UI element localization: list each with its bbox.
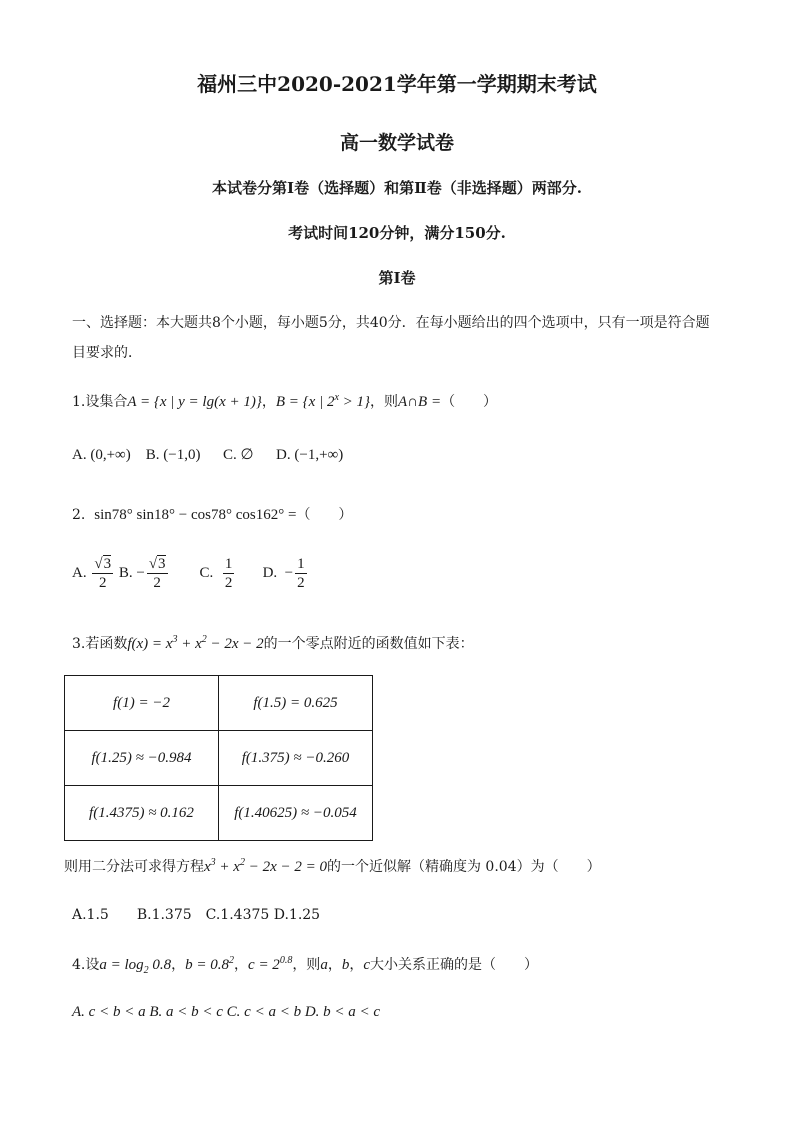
q3-func-mid: + x	[177, 636, 202, 652]
q1-set-b-exp: x	[334, 392, 339, 403]
q1-options	[72, 445, 343, 464]
q2-b-denominator: 2	[153, 575, 161, 591]
table-cell: f(1.40625) ≈ −0.054	[219, 786, 373, 841]
volume-heading: 第Ⅰ卷	[378, 269, 416, 287]
q4-sep-4: ，	[349, 957, 364, 973]
q4-sep-3: ，	[327, 957, 342, 973]
q2-b-radicand: 3	[158, 556, 166, 572]
q4-b-def	[185, 957, 234, 973]
q4-var-c: c	[363, 957, 370, 973]
q4-option-c: C. c < a < b	[226, 1004, 302, 1020]
q3-func-post: − 2x − 2	[206, 636, 264, 652]
q2-options	[72, 555, 309, 592]
q2-option-d-sign: −	[284, 564, 294, 581]
q2-a-sqrt-sign: √	[94, 556, 103, 572]
q4-option-a: A. c < b < a	[72, 1004, 146, 1020]
q1-paren: （ ）	[441, 394, 498, 410]
q4-option-b: B. a < b < c	[149, 1004, 223, 1020]
q3-equation	[204, 859, 327, 875]
q4-option-d: D. b < a < c	[304, 1004, 381, 1020]
exam-note-time: 考试时间120分钟，满分150分.	[288, 224, 506, 242]
q3-func-pre: f(x) = x	[127, 636, 173, 652]
q4-c-pre: c = 2	[248, 957, 280, 973]
exam-title: 福州三中2020-2021学年第一学期期末考试	[197, 72, 597, 96]
q2-option-b-label: B.	[118, 564, 133, 581]
q1-option-b: B. (−1,0)	[145, 447, 201, 463]
q3-eq-exp2: 2	[239, 857, 245, 868]
q3-follow-post: 的一个近似解（精确度为 0.04）为（ ）	[326, 859, 601, 875]
q3-func-exp2: 2	[201, 634, 207, 645]
question-1	[72, 391, 497, 411]
q4-var-a: a	[320, 957, 328, 973]
question-2	[72, 504, 352, 524]
q3-options: A.1.5 B.1.375 C.1.4375 D.1.25	[72, 907, 321, 923]
q2-d-denominator: 2	[297, 575, 305, 591]
q1-option-d: D. (−1,+∞)	[276, 447, 344, 463]
q1-set-a: A = {x | y = lg(x + 1)}	[127, 394, 262, 410]
q1-sep: ，	[261, 394, 276, 410]
q3-eq-exp3: 3	[210, 857, 216, 868]
q2-paren: （ ）	[296, 507, 353, 523]
q2-option-c-fraction	[223, 555, 235, 592]
q3-func-exp3: 3	[172, 634, 178, 645]
q3-desc: 的一个零点附近的函数值如下表：	[263, 636, 474, 652]
q4-tail-1: ，则	[292, 957, 321, 973]
q3-eq-pre: x	[204, 859, 211, 875]
q1-tail: ，则	[370, 394, 399, 410]
table-cell: f(1.5) = 0.625	[219, 676, 373, 731]
q4-a-pre: a = log	[99, 957, 144, 973]
exam-subtitle: 高一数学试卷	[339, 132, 454, 154]
q2-option-d-label: D.	[262, 564, 278, 581]
q4-tail-2: 大小关系正确的是（ ）	[369, 957, 538, 973]
q4-var-b: b	[341, 957, 350, 973]
q1-option-a: A. (0,+∞)	[72, 447, 131, 463]
q1-set-b	[276, 394, 370, 410]
q4-c-def	[248, 957, 292, 973]
q2-lead: 2.	[72, 507, 86, 523]
table-row	[65, 731, 373, 786]
q3-follow-pre: 则用二分法可求得方程	[64, 859, 204, 875]
section-instructions-line2: 目要求的．	[72, 345, 142, 361]
function-value-table	[64, 675, 373, 841]
q2-c-denominator: 2	[224, 575, 233, 591]
q4-sep-2: ，	[234, 957, 249, 973]
q2-option-b-sign: −	[136, 564, 145, 581]
table-cell: f(1.375) ≈ −0.260	[219, 731, 373, 786]
q3-follow-up	[64, 856, 601, 876]
q2-option-c-label: C.	[199, 564, 214, 581]
question-3	[72, 633, 474, 653]
table-cell: f(1) = −2	[65, 676, 219, 731]
q4-c-exp: 0.8	[279, 955, 293, 966]
q1-lead: 1.设集合	[72, 394, 128, 410]
section-instructions-line1: 一、选择题：本大题共8个小题，每小题5分，共40分．在每小题给出的四个选项中，只有一项是符合题	[72, 315, 710, 331]
question-4	[72, 954, 538, 974]
q2-option-a-label: A.	[72, 564, 87, 581]
table-row	[65, 786, 373, 841]
q4-a-base: 2	[143, 965, 149, 976]
q2-c-numerator: 1	[224, 556, 233, 572]
q2-expr: sin78° sin18° − cos78° cos162° =	[94, 507, 297, 523]
exam-note-parts: 本试卷分第Ⅰ卷（选择题）和第Ⅱ卷（非选择题）两部分.	[212, 179, 582, 197]
q2-d-numerator: 1	[297, 556, 305, 572]
table-cell: f(1.25) ≈ −0.984	[65, 731, 219, 786]
q1-option-c: C. ∅	[222, 447, 254, 463]
q4-b-pre: b = 0.8	[185, 957, 230, 973]
q1-set-b-pre: B = {x | 2	[275, 394, 335, 410]
q2-option-d-fraction	[295, 555, 307, 592]
q4-a-post: 0.8	[148, 957, 172, 973]
q2-option-a-fraction	[92, 555, 113, 592]
q3-eq-post: − 2x − 2 = 0	[244, 859, 327, 875]
q1-set-b-post: > 1}	[338, 394, 371, 410]
q3-function	[127, 636, 263, 652]
q4-sep-1: ，	[171, 957, 186, 973]
q1-expr: A∩B =	[398, 394, 442, 410]
q4-a-def	[99, 957, 172, 976]
q2-a-denominator: 2	[98, 575, 107, 591]
q4-lead: 4.设	[72, 957, 100, 973]
table-row	[65, 676, 373, 731]
q3-eq-mid: + x	[215, 859, 240, 875]
q3-lead: 3.若函数	[72, 636, 128, 652]
q2-a-radicand: 3	[103, 556, 112, 572]
q2-option-b-fraction	[147, 555, 168, 592]
q4-options	[72, 1004, 380, 1021]
q2-b-sqrt-sign: √	[148, 556, 158, 572]
q4-b-exp: 2	[229, 955, 235, 966]
table-cell: f(1.4375) ≈ 0.162	[65, 786, 219, 841]
